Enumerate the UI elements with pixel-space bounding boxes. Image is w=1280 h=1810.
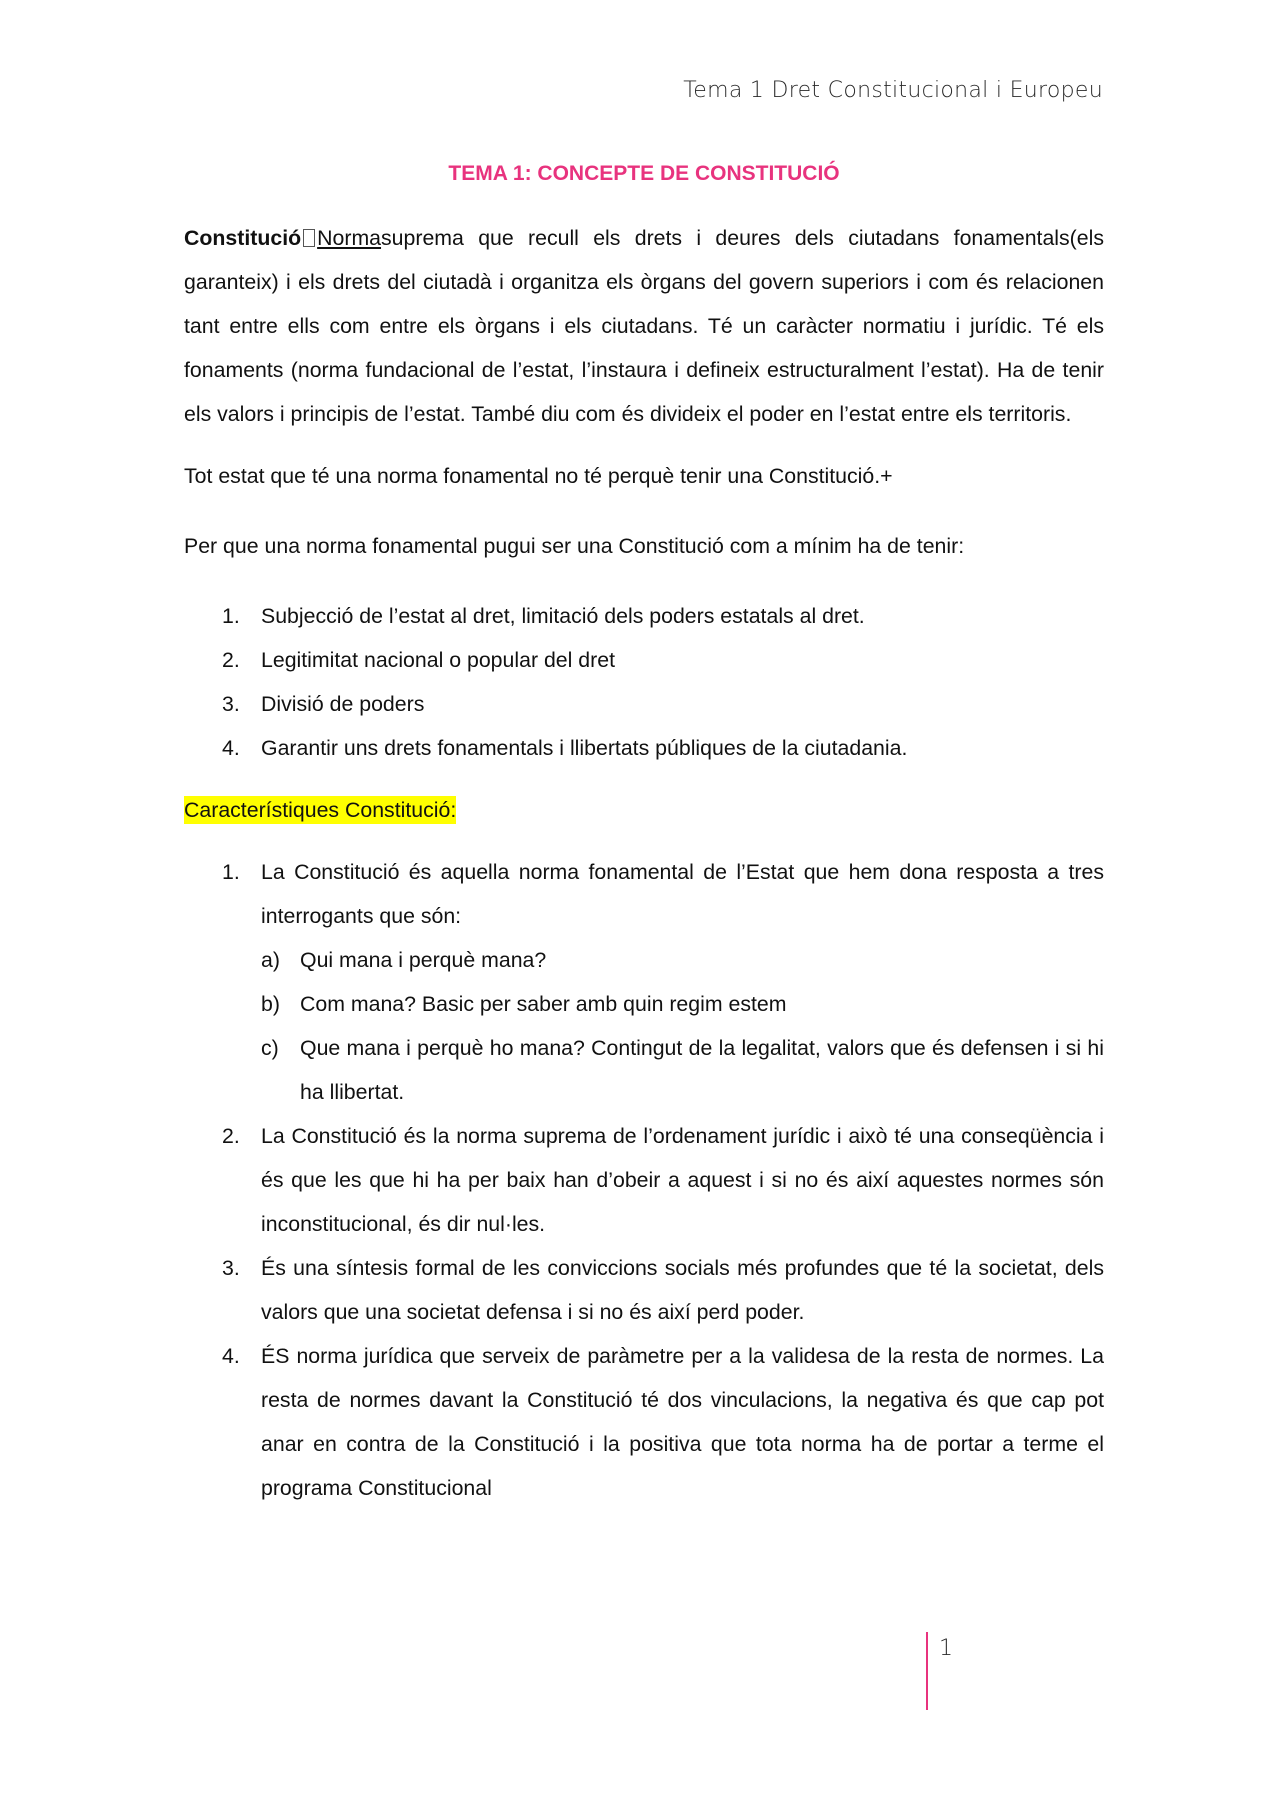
- section-heading-paragraph: [184, 788, 1104, 832]
- sub-list-item-text: Qui mana i perquè mana?: [300, 948, 547, 972]
- list-item-text: Divisió de poders: [261, 692, 425, 716]
- definition-term: Constitució: [184, 226, 302, 250]
- list-marker: 3.: [222, 692, 240, 716]
- running-header: Tema 1 Dret Constitucional i Europeu: [683, 78, 1103, 103]
- sub-list-item: [261, 982, 1104, 1026]
- list-item: [184, 850, 1104, 1114]
- sub-list-marker: a): [261, 948, 280, 972]
- list-marker: 4.: [222, 1344, 240, 1368]
- list-item-text: És una síntesis formal de les conviccions socials més profundes que té la societat, dels valors que una societat defensa i si no és així perd poder.: [261, 1256, 1104, 1324]
- list-item-text: La Constitució és la norma suprema de l’ordenament jurídic i això té una conseqüència i és que les que hi ha per baix han d’obeir a aquest i si no és així aquestes normes són inconstitucional, és dir nul·les.: [261, 1124, 1104, 1236]
- page-number-rule: [926, 1632, 928, 1710]
- list-marker: 4.: [222, 736, 240, 760]
- page-number: 1: [939, 1636, 953, 1661]
- list-marker: 2.: [222, 1124, 240, 1148]
- list-item: [184, 638, 1104, 682]
- list-item-text: Garantir uns drets fonamentals i llibertats públiques de la ciutadania.: [261, 736, 908, 760]
- list-item-text: ÉS norma jurídica que serveix de paràmetre per a la validesa de la resta de normes. La resta de normes davant la Constitució té dos vinculacions, la negativa és que cap pot anar en contra de la Constitució i la positiva que tota norma ha de portar a terme el programa Constitucional: [261, 1344, 1104, 1500]
- sub-list-item-text: Que mana i perquè ho mana? Contingut de la legalitat, valors que és defensen i si hi ha llibertat.: [300, 1036, 1104, 1104]
- list-item: [184, 1246, 1104, 1334]
- document-body: [184, 158, 1104, 1528]
- list-item: [184, 1114, 1104, 1246]
- sub-list-marker: c): [261, 1036, 279, 1060]
- list-item-text: Subjecció de l’estat al dret, limitació dels poders estatals al dret.: [261, 604, 865, 628]
- requirements-list: [184, 594, 1104, 770]
- characteristics-list: [184, 850, 1104, 1510]
- sub-list-item-text: Com mana? Basic per saber amb quin regim estem: [300, 992, 787, 1016]
- list-item: [184, 726, 1104, 770]
- sub-list-item: [261, 1026, 1104, 1114]
- missing-glyph-icon: [303, 229, 315, 247]
- list-marker: 1.: [222, 860, 240, 884]
- paragraph: Tot estat que té una norma fonamental no té perquè tenir una Constitució.+: [184, 464, 893, 488]
- section-heading: Característiques Constitució:: [184, 798, 457, 822]
- list-item: [184, 682, 1104, 726]
- list-marker: 1.: [222, 604, 240, 628]
- underlined-word: Norma: [317, 226, 382, 250]
- list-item-text: Legitimitat nacional o popular del dret: [261, 648, 615, 672]
- list-marker: 2.: [222, 648, 240, 672]
- sub-list-item: [261, 938, 1104, 982]
- list-item: [184, 594, 1104, 638]
- definition-paragraph: [184, 216, 1104, 436]
- list-item-text: La Constitució és aquella norma fonamental de l’Estat que hem dona resposta a tres interrogants que són:: [261, 860, 1104, 928]
- sub-list: [261, 938, 1104, 1114]
- definition-text: suprema que recull els drets i deures dels ciutadans fonamentals(els garanteix) i els drets del ciutadà i organitza els òrgans del govern superiors i com és relacionen tant entre ells com entre els òrgans i els ciutadans. Té un caràcter normatiu i jurídic. Té els fonaments (norma fundacional de l’estat, l’instaura i defineix estructuralment l’estat). Ha de tenir els valors i principis de l’estat. També diu com és divideix el poder en l’estat entre els territoris.: [184, 226, 1104, 426]
- sub-list-marker: b): [261, 992, 280, 1016]
- paragraph: Per que una norma fonamental pugui ser una Constitució com a mínim ha de tenir:: [184, 534, 965, 558]
- list-item: [184, 1334, 1104, 1510]
- list-marker: 3.: [222, 1256, 240, 1280]
- document-title: TEMA 1: CONCEPTE DE CONSTITUCIÓ: [448, 162, 840, 185]
